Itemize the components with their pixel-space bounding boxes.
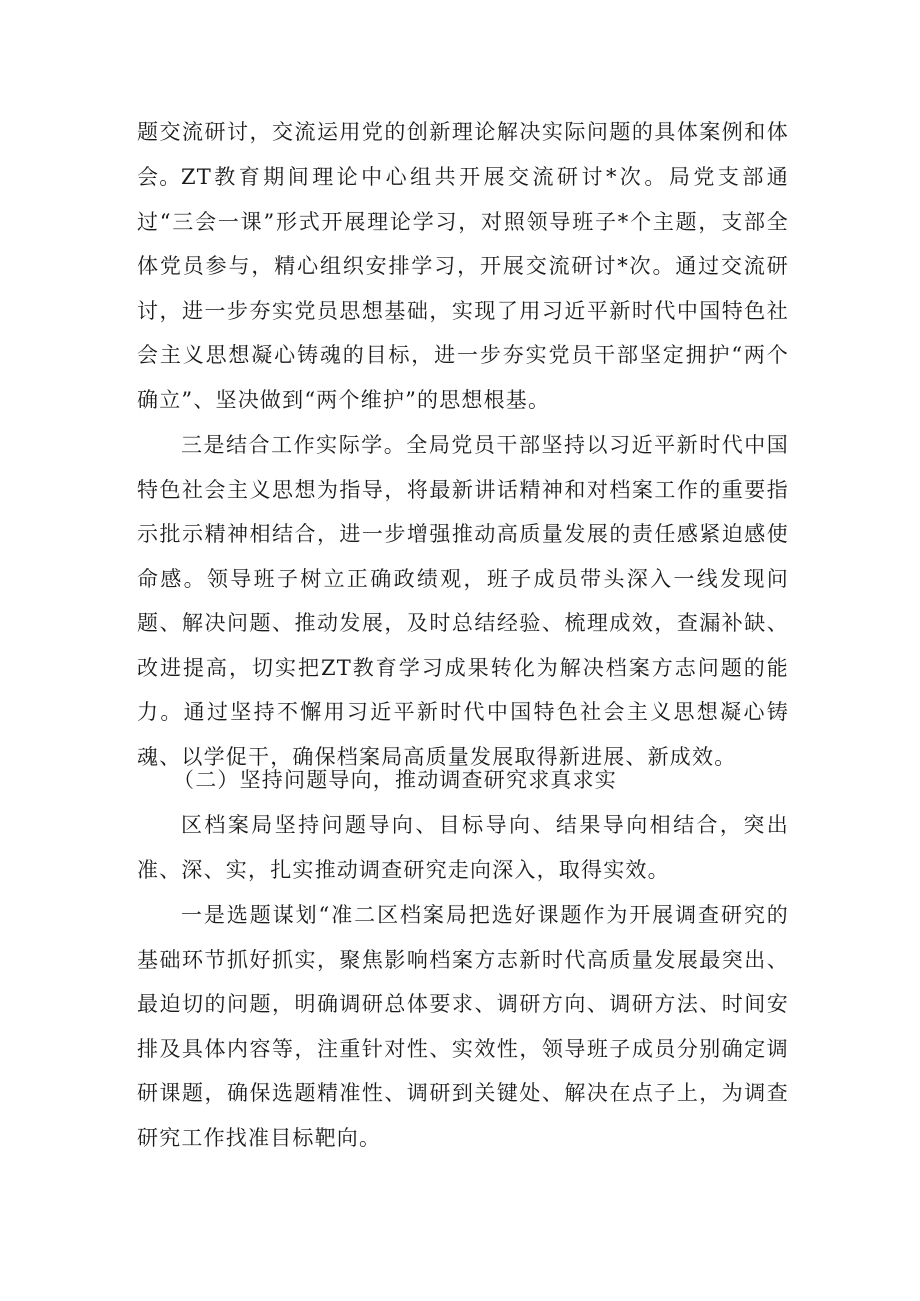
paragraph-study-sessions: ZT教育期间理论中心组共开展交流研讨*次。局党支部通过“三会一课”形式开展理论学习，对照领导班子*个主题，支部全体党员参与，精心组织安排学习，开展交流研讨*次。通过交流研讨，进一步夯实党员思想基础，实现了用习近平新时代中国特色社会主义思想凝心铸魂的目标，进一步夯实党员干部坚定拥护“两个确立”、坚决做到“两个维护”的思想根基。	[137, 165, 789, 412]
paragraph-topic-selection: 一是选题谋划“准二区档案局把选好课题作为开展调查研究的基础环节抓好抓实，聚焦影响档案方志新时代高质量发展最突出、最迫切的问题，明确调研总体要求、调研方向、调研方法、时间安排及具体内容等，注重针对性、实效性，领导班子成员分别确定调研课题，确保选题精准性、调研到关键处、解决在点子上，为调查研究工作找准目标靶向。	[137, 903, 789, 1150]
section-heading: （二）坚持问题导向，推动调查研究求真求实	[173, 768, 617, 792]
paragraph-work-practice: 三是结合工作实际学。全局党员干部坚持以习近平新时代中国特色社会主义思想为指导，将最新讲话精神和对档案工作的重要指示批示精神相结合，进一步增强推动高质量发展的责任感紧迫感使命感。领导班子树立正确政绩观，班子成员带头深入一线发现问题、解决问题、推动发展，及时总结经验、梳理成效，查漏补缺、改进提高，切实把ZT教育学习成果转化为解决档案方志问题的能力。通过坚持不懈用习近平新时代中国特色社会主义思想凝心铸魂、以学促干，确保档案局高质量发展取得新进展、新成效。	[137, 433, 789, 769]
paragraph-problem-oriented: 区档案局坚持问题导向、目标导向、结果导向相结合，突出准、深、实，扎实推动调查研究走向深入，取得实效。	[137, 813, 789, 882]
paragraph-continuation: 题交流研讨，交流运用党的创新理论解决实际问题的具体案例和体会。	[137, 120, 789, 189]
